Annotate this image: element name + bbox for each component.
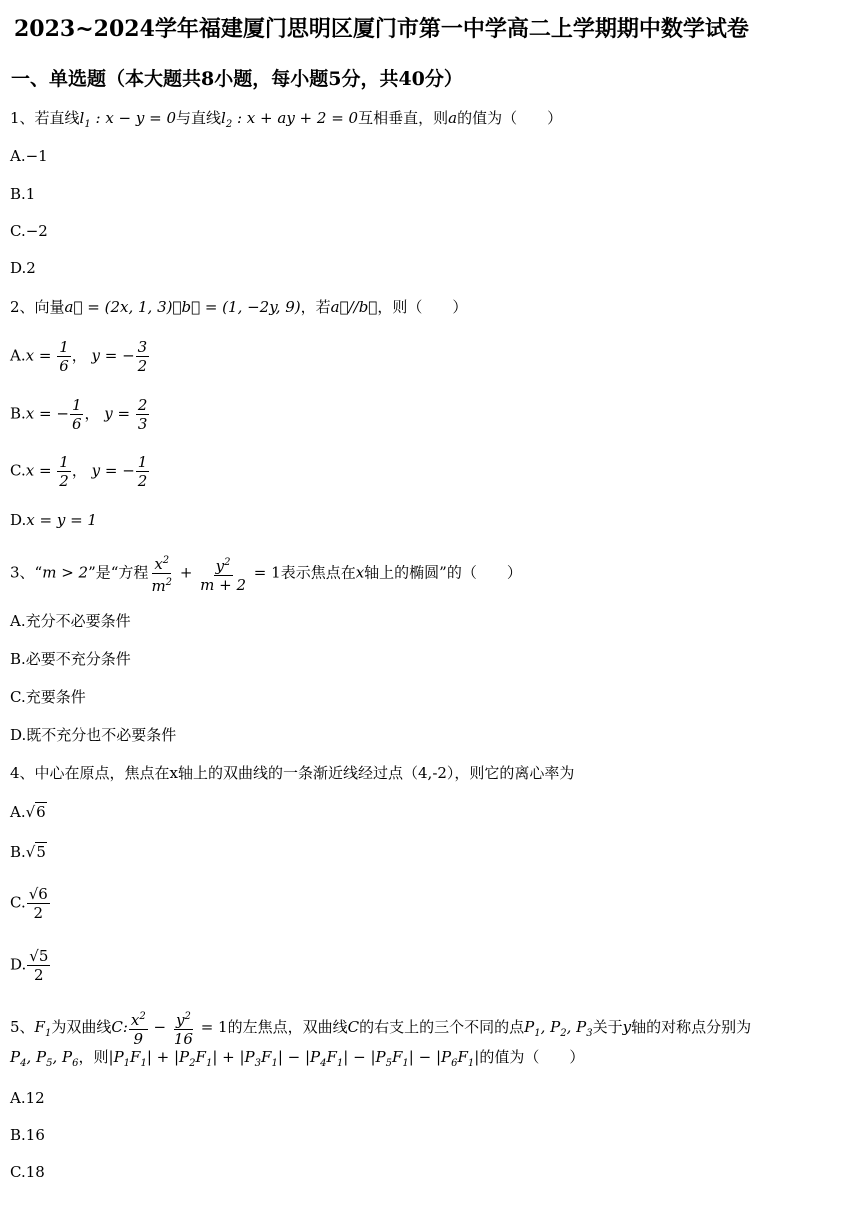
- q4-option-a[interactable]: A.√6: [10, 803, 46, 821]
- q2-option-d[interactable]: D.x = y = 1: [10, 511, 97, 529]
- q2-option-b[interactable]: B.x = − $\frac{1}{6}$ ， y = $\frac{2}{3}$: [10, 396, 148, 433]
- q3-option-c[interactable]: C.充要条件: [10, 688, 86, 706]
- question-1: 1、若直线$l_1$ : x − y = 0与直线$l_2$ : x + ay + 2 = 0互相垂直，则a的值为（ ）: [10, 109, 563, 130]
- q4-option-d[interactable]: D. $\frac{√5}{2}$: [10, 947, 49, 984]
- q1-option-a[interactable]: A.−1: [10, 147, 48, 165]
- q2-option-a[interactable]: A.x = $\frac{1}{6}$ ， y = − $\frac{3}{2}$: [10, 338, 148, 375]
- q5-option-b[interactable]: B.16: [10, 1126, 45, 1144]
- question-5-line-1: 5、$F_1$为双曲线C: $\frac{x^2}{9}$ − $\frac{y^2}{16}$ = 1的左焦点，双曲线C的右支上的三个不同的点$P_1$, $P_2$, $P_3$关于y轴的对称点分别为: [10, 1008, 751, 1048]
- question-4: 4、中心在原点，焦点在x轴上的双曲线的一条渐近线经过点（4,-2），则它的离心率为: [10, 764, 575, 782]
- question-3: 3、“m > 2”是“方程 $\frac{x^2}{m^2}$ + $\frac{y^2}{m + 2}$ = 1表示焦点在x轴上的椭圆”的（ ）: [10, 552, 522, 595]
- question-2: 2、向量a⃗ = (2x, 1, 3)，b⃗ = (1, −2y, 9)，若a⃗//b⃗，则（ ）: [10, 298, 468, 316]
- section-heading: 一、单选题（本大题共8小题，每小题5分，共40分）: [11, 68, 463, 90]
- q1-option-d[interactable]: D.2: [10, 259, 36, 277]
- q3-option-d[interactable]: D.既不充分也不必要条件: [10, 726, 177, 744]
- question-5-line-2: $P_4$, $P_5$, $P_6$，则$|P_1F_1| + |P_2F_1| + |P_3F_1| - |P_4F_1| - |P_5F_1| - |P_6F_1|$的值为（ ）: [10, 1048, 585, 1069]
- q5-option-a[interactable]: A.12: [10, 1089, 45, 1107]
- q5-option-c[interactable]: C.18: [10, 1163, 45, 1181]
- q4-option-b[interactable]: B.√5: [10, 843, 46, 861]
- q3-option-b[interactable]: B.必要不充分条件: [10, 650, 131, 668]
- page-title: 2023~2024学年福建厦门思明区厦门市第一中学高二上学期期中数学试卷: [14, 16, 749, 42]
- q1-option-b[interactable]: B.1: [10, 185, 36, 203]
- q4-option-c[interactable]: C. $\frac{√6}{2}$: [10, 885, 48, 922]
- q2-option-c[interactable]: C.x = $\frac{1}{2}$ ， y = − $\frac{1}{2}$: [10, 453, 148, 490]
- q1-option-c[interactable]: C.−2: [10, 222, 48, 240]
- q3-option-a[interactable]: A.充分不必要条件: [10, 612, 131, 630]
